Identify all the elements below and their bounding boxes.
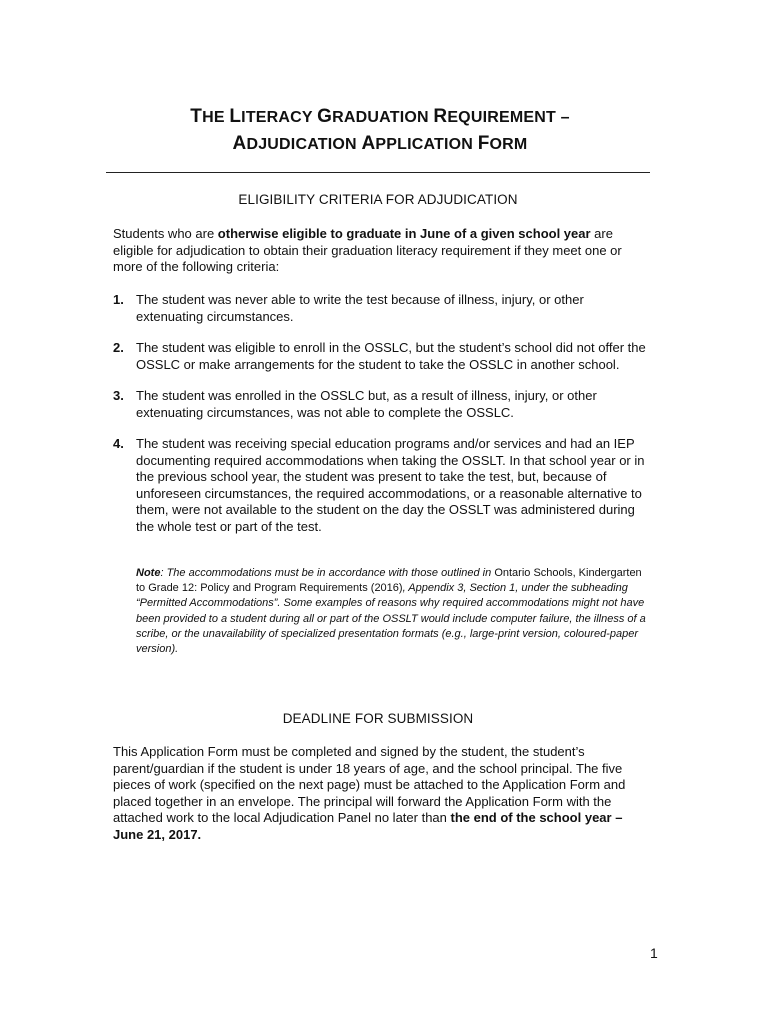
list-item: 4. The student was receiving special education programs and/or services and had an IEP documenting required accommodations when taking the OSSLT. In that school year or in the previous school year, the student was present to take the test, but, because of unforeseen circumstances, the required accommodations, or a reasonable alternative to them, were not available to the student on the day the OSSLT was administered during the whole test or part of the test. <box>113 436 645 534</box>
deadline-text: This Application Form must be completed and signed by the student, the student’s parent/guardian if the student is under 18 years of age, and the school principal. The five pieces of work (specified on the next page) must be attached to the Application Form and placed together in an envelope. The principal will forward the Application Form with the attached work to the local Adjudication Panel no later than the end of the school year – June 21, 2017. <box>113 744 626 842</box>
page-number: 1 <box>650 945 658 961</box>
title-line-1: THE LITERACY GRADUATION REQUIREMENT – <box>190 106 570 127</box>
title-line-2: ADJUDICATION APPLICATION FORM <box>232 133 528 154</box>
list-item: 2. The student was eligible to enroll in the OSSLC, but the student’s school did not offer the OSSLC or make arrangements for the student to take the OSSLC in another school. <box>113 340 646 372</box>
criteria-list <box>113 292 653 535</box>
title-divider <box>106 172 650 173</box>
eligibility-intro: Students who are otherwise eligible to graduate in June of a given school year are eligible for adjudication to obtain their graduation literacy requirement if they meet one or more of the following criteria: <box>113 226 622 274</box>
list-item: 3. The student was enrolled in the OSSLC but, as a result of illness, injury, or other extenuating circumstances, was not able to complete the OSSLC. <box>113 388 597 420</box>
page-title <box>110 104 650 158</box>
accommodations-note: Note: The accommodations must be in accordance with those outlined in Ontario Schools, Kindergarten to Grade 12: Policy and Program Requirements (2016), Appendix 3, Section 1, under the subheading “Permitted Accommodations”. Some examples of reasons why required accommodations might not have been provided to a student during all or part of the OSSLT would include computer failure, the illness of a scribe, or the unavailability of specialized presentation formats (e.g., large-print version, coloured-paper version). <box>136 567 646 656</box>
list-item: 1. The student was never able to write the test because of illness, injury, or other extenuating circumstances. <box>113 292 584 324</box>
eligibility-heading: ELIGIBILITY CRITERIA FOR ADJUDICATION <box>238 192 518 207</box>
deadline-heading: DEADLINE FOR SUBMISSION <box>282 711 474 726</box>
